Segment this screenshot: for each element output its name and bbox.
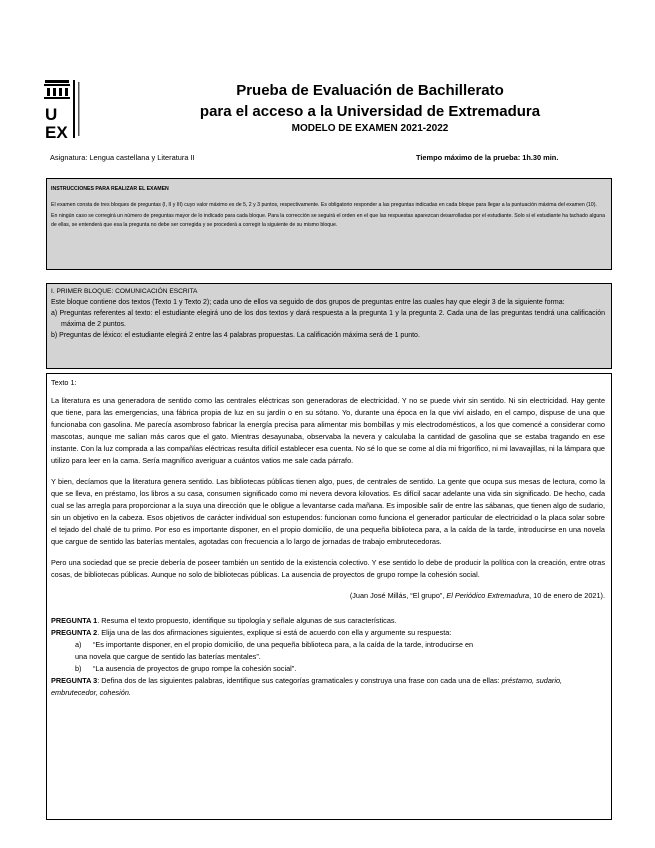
question-2-option-a-cont: una novela que cargue de sentido las baterías mentales”. [75,652,261,661]
question-3: PREGUNTA 3: Defina dos de las siguientes palabras, identifique sus categorías gramaticales y construya una frase con cada una de ellas: préstamo, sudario, embrutecedor, cohesión. [51,676,563,697]
block1-item-a: a) Preguntas referentes al texto: el estudiante elegirá uno de los dos textos y dará respuesta a la pregunta 1 y la pregunta 2. Cada una de las preguntas tendrá una calificación máxima de 2 puntos. [51,310,605,328]
subject-label: Asignatura: Lengua castellana y Literatura II [50,153,195,162]
text1-paragraph: Pero una sociedad que se precie debería de poseer también un sentido de la existencia colectivo. Y ese sentido lo debe de producir la política con la creación, entre otras cosas, de bibliotecas públicas. Aunque no solo de bibliotecas públicas. La ausencia de proyectos de grupo rompe la cohesión social. [51,558,605,579]
question-2-option-b: b) “La ausencia de proyectos de grupo rompe la cohesión social”. [75,664,297,673]
question-2-option-a: a) “Es importante disponer, en el propio domicilio, de una pequeña biblioteca para, a la caída de la tarde, introducirse en [75,640,474,649]
text1-heading: Texto 1: [51,378,77,387]
text1-paragraph: La literatura es una generadora de sentido como las centrales eléctricas son generadoras de electricidad. Y no se puede vivir sin sentido. Ni sin electricidad. Hay gente que tiene, para las emergencias, una fábrica propia de luz en su jardín o en su sótano. Yo, durante una época en la que viví aislado, en el campo, dispuse de una que funcionaba con gasolina. Me parecía asombroso fabricar la energía precisa para alimentar mis bombillas y mis electrodomésticos, a los que comencé a considerar como mascotas, aunque me salían más caros que el gato. Mientras desayunaba, observaba la nevera y calculaba la cantidad de gasolina que se estaba tragando en ese instante. Con la luz comprada a las compañías eléctricas resulta difícil establecer esa cuenta. No sé lo que se come al día mi frigorífico, ni mi lavavajillas, ni la lámpara que utilizo para leer en la cama. Sería magnífico averiguar a cuántos vatios me sale cada párrafo. [51,396,605,465]
question-2: PREGUNTA 2. Elija una de las dos afirmaciones siguientes, explique si está de acuerdo con ella y argumente su respuesta: [51,628,452,637]
instructions-box [46,178,612,270]
block1-item-b: b) Preguntas de léxico: el estudiante elegirá 2 entre las 4 palabras propuestas. La calificación máxima será de 1 punto. [51,332,420,339]
instructions-paragraph: En ningún caso se corregirá un número de preguntas mayor de lo indicado para cada bloque. Para la corrección se seguirá el orden en el que las respuestas aparezcan desarrolladas por el estudiante. Solo si el estudiante ha tachado alguna de ellas, se entenderá que esa la pregunta no debe ser corregida y se procederá a corregir la siguiente de su mismo bloque. [51,213,605,228]
block1-box [46,283,612,369]
university-logo [44,78,100,142]
svg-text:EX: EX [45,123,68,142]
time-limit: Tiempo máximo de la prueba: 1h.30 min. [416,153,559,162]
exam-subtitle: para el acceso a la Universidad de Extremadura [199,103,541,120]
block1-heading: I. PRIMER BLOQUE: COMUNICACIÓN ESCRITA [51,288,198,295]
svg-text:U: U [45,105,58,124]
instructions-paragraph: El examen consta de tres bloques de preguntas (I, II y III) cuyo valor máximo es de 5, 2 y 3 puntos, respectivamente. Es obligatorio responder a las preguntas indicadas en cada bloque para llegar a la puntuación máxima del examen (10). [51,202,597,209]
exam-model: MODELO DE EXAMEN 2021-2022 [291,123,449,134]
title-block [170,80,570,136]
block1-intro: Este bloque contiene dos textos (Texto 1 y Texto 2); cada uno de ellos va seguido de dos grupos de preguntas entre las cuales hay que elegir 3 de la siguiente forma: [51,299,565,306]
text1-source: (Juan José Millás, “El grupo”, El Periódico Extremadura, 10 de enero de 2021). [349,591,605,600]
question-1: PREGUNTA 1. Resuma el texto propuesto, identifique su tipología y señale algunas de sus características. [51,616,397,625]
exam-title: Prueba de Evaluación de Bachillerato [236,82,504,99]
instructions-heading: INSTRUCCIONES PARA REALIZAR EL EXAMEN [51,186,169,192]
text1-box [46,373,612,820]
text1-paragraph: Y bien, decíamos que la literatura genera sentido. Las bibliotecas públicas tienen algo, pues, de centrales de sentido. La gente que ocupa sus mesas de lectura, como la que se lleva, en préstamo, los libros a su casa, consumen significado como mi nevera devora kilovatios. Es difícil sacar adelante una vida sin significado. De hecho, cada cual se las arregla para proporcionar a la suya una dirección que le obligue a levantarse cada mañana. Es imposible salir de entre las sábanas, que tienen algo de sudario, sin un objetivo en la cabeza. Esos objetivos de carácter individual son estupendos: funcionan como funciona el generador particular de electricidad o la placa solar sobre el tejado del chalé de tu primo. Por eso es importante disponer, en el propio domicilio, de una pequeña biblioteca para, a la caída de la tarde, introducirse en una novela que cargue de sentido las baterías mentales, agotadas con frecuencia a lo largo de jornadas de trabajo embrutecedoras. [51,477,605,546]
